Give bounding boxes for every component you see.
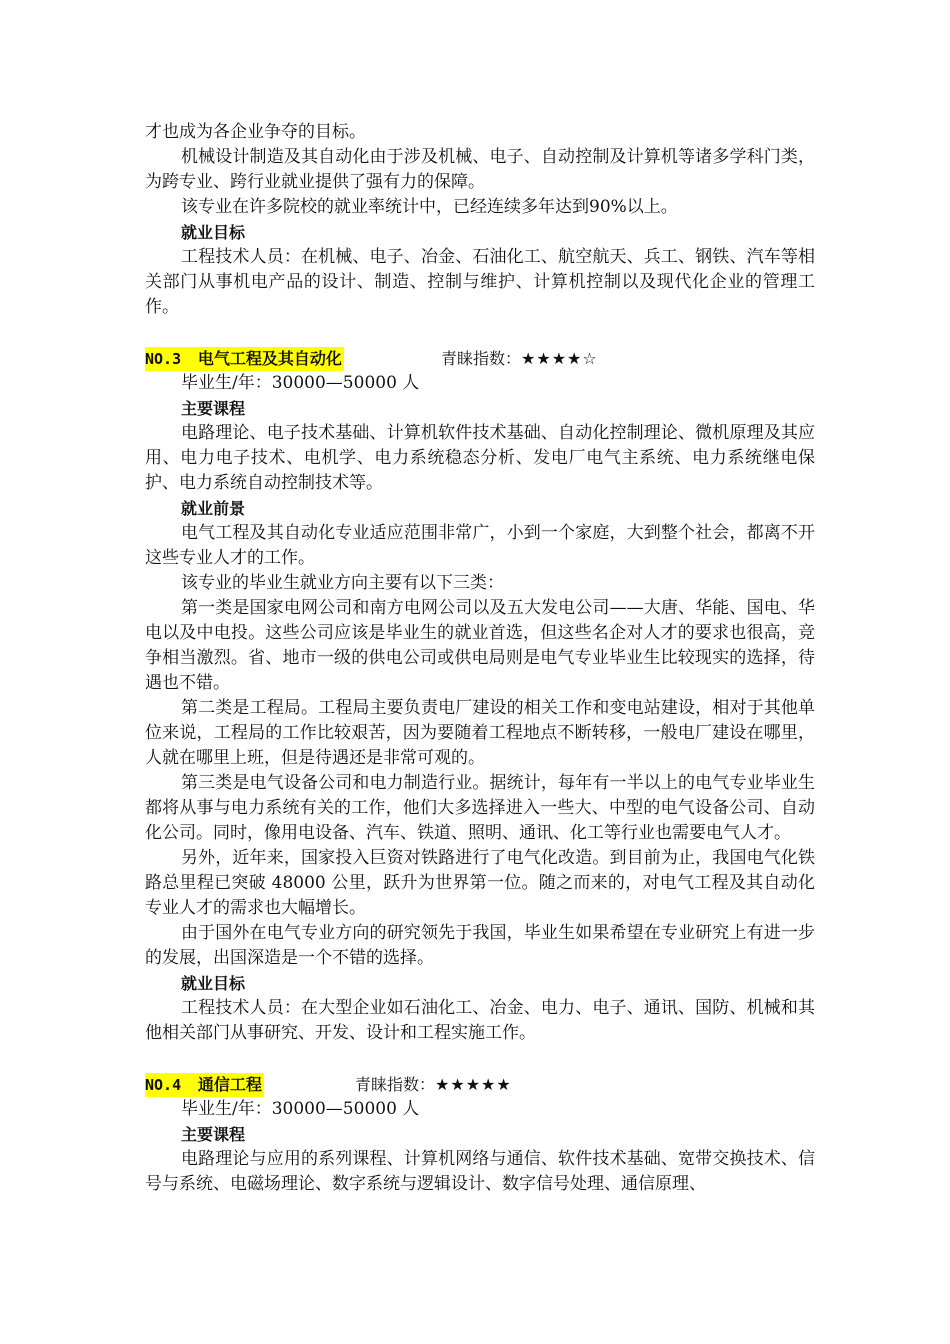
section4-number: NO.4 — [145, 1076, 182, 1094]
section3-prospect-paragraph-5: 第三类是电气设备公司和电力制造行业。据统计，每年有一半以上的电气专业毕业生都将从事与电力系统有关的工作，他们大多选择进入一些大、中型的电气设备公司、自动化公司。同时，像用电设备、汽车、铁道、照明、通讯、化工等行业也需要电气人才。 — [145, 773, 815, 843]
section4-rating-stars: ★★★★★ — [435, 1075, 512, 1094]
section4-rating — [355, 1072, 512, 1097]
section-spacer — [145, 1046, 815, 1072]
section4-courses-text: 电路理论与应用的系列课程、计算机网络与通信、软件技术基础、宽带交换技术、信号与系统、电磁场理论、数字系统与逻辑设计、数字信号处理、通信原理、 — [145, 1149, 815, 1194]
section4-graduates: 毕业生/年：30000—50000 人 — [181, 1099, 420, 1119]
section3-header — [145, 346, 815, 371]
section3-prospect-paragraph-3: 第一类是国家电网公司和南方电网公司以及五大发电公司——大唐、华能、国电、华电以及中电投。这些公司应该是毕业生的就业首选，但这些名企对人才的要求也很高，竞争相当激烈。省、地市一级的供电公司或供电局则是电气专业毕业生比较现实的选择，待遇也不错。 — [145, 598, 815, 693]
section3-prospect-paragraph-2: 该专业的毕业生就业方向主要有以下三类： — [181, 573, 504, 593]
section3-rating-label: 青睐指数： — [441, 349, 522, 368]
section3-title: 电气工程及其自动化 — [197, 349, 342, 368]
section3-prospect-heading: 就业前景 — [181, 499, 246, 518]
intro-paragraph-3: 该专业在许多院校的就业率统计中，已经连续多年达到90%以上。 — [181, 197, 678, 217]
section3-target-heading: 就业目标 — [181, 974, 246, 993]
section3-prospect-paragraph-6: 另外，近年来，国家投入巨资对铁路进行了电气化改造。到目前为止，我国电气化铁路总里程已突破 48000 公里，跃升为世界第一位。随之而来的，对电气工程及其自动化专业人才的需求也大幅增长。 — [145, 848, 815, 918]
document-page — [145, 120, 815, 1197]
intro-target-text: 工程技术人员：在机械、电子、冶金、石油化工、航空航天、兵工、钢铁、汽车等相关部门从事机电产品的设计、制造、控制与维护、计算机控制以及现代化企业的管理工作。 — [145, 247, 815, 317]
section3-target-text: 工程技术人员：在大型企业如石油化工、冶金、电力、电子、通讯、国防、机械和其他相关部门从事研究、开发、设计和工程实施工作。 — [145, 998, 815, 1043]
intro-target-heading: 就业目标 — [181, 223, 246, 242]
section3-title-highlight — [145, 347, 344, 371]
section4-courses-heading: 主要课程 — [181, 1125, 246, 1144]
section3-prospect-paragraph-4: 第二类是工程局。工程局主要负责电厂建设的相关工作和变电站建设，相对于其他单位来说，工程局的工作比较艰苦，因为要随着工程地点不断转移，一般电厂建设在哪里，人就在哪里上班，但是待遇还是非常可观的。 — [145, 698, 815, 768]
section4-rating-label: 青睐指数： — [355, 1075, 436, 1094]
section4-title-highlight — [145, 1073, 264, 1097]
section3-rating-stars: ★★★★☆ — [521, 349, 598, 368]
section3-number: NO.3 — [145, 350, 182, 368]
section3-prospect-paragraph-7: 由于国外在电气专业方向的研究领先于我国，毕业生如果希望在专业研究上有进一步的发展，出国深造是一个不错的选择。 — [145, 923, 815, 968]
intro-paragraph-1: 才也成为各企业争夺的目标。 — [145, 122, 366, 142]
intro-paragraph-2: 机械设计制造及其自动化由于涉及机械、电子、自动控制及计算机等诸多学科门类，为跨专业、跨行业就业提供了强有力的保障。 — [145, 147, 815, 192]
section3-courses-heading: 主要课程 — [181, 399, 246, 418]
section3-courses-text: 电路理论、电子技术基础、计算机软件技术基础、自动化控制理论、微机原理及其应用、电力电子技术、电机学、电力系统稳态分析、发电厂电气主系统、电力系统继电保护、电力系统自动控制技术等。 — [145, 423, 815, 493]
section4-title: 通信工程 — [197, 1075, 262, 1094]
section3-prospect-paragraph-1: 电气工程及其自动化专业适应范围非常广，小到一个家庭，大到整个社会，都离不开这些专业人才的工作。 — [145, 523, 815, 568]
section3-graduates: 毕业生/年：30000—50000 人 — [181, 373, 420, 393]
section4-header — [145, 1072, 815, 1097]
section-spacer — [145, 320, 815, 346]
section3-rating — [441, 346, 598, 371]
